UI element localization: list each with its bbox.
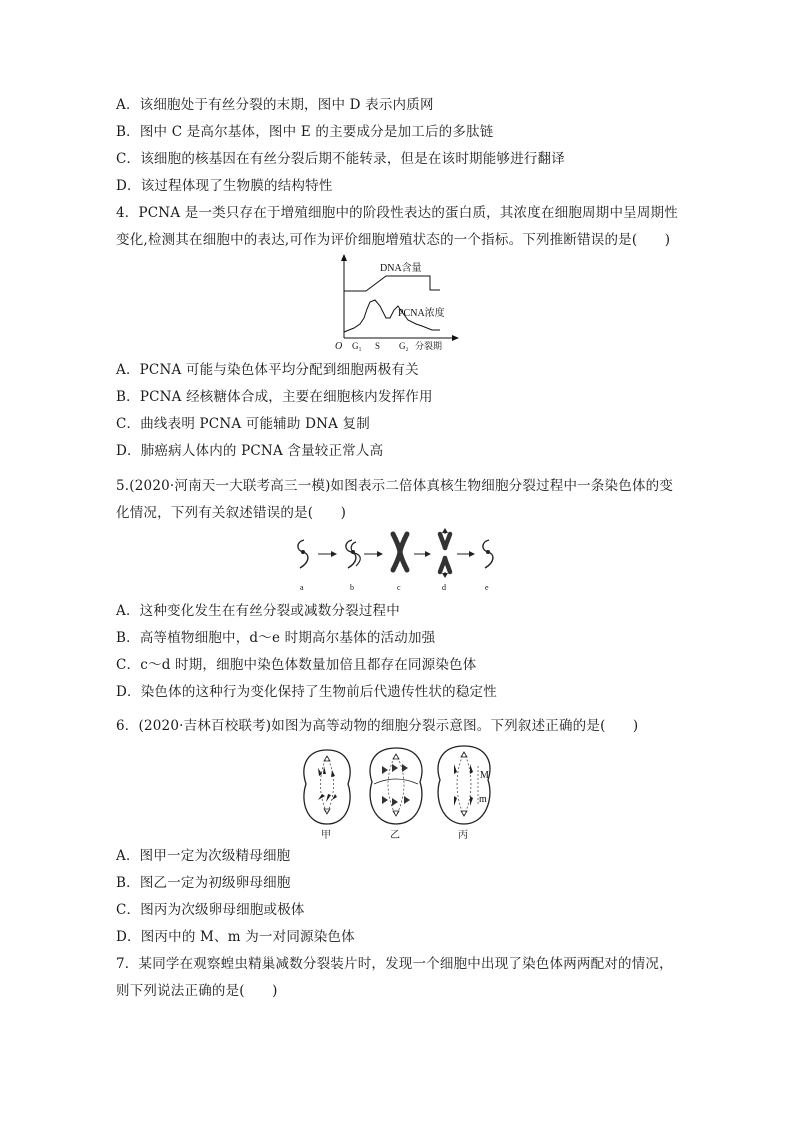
q4-option-d: D．肺癌病人体内的 PCNA 含量较正常人高 — [116, 443, 384, 459]
label-a: a — [300, 583, 304, 592]
q3-option-c: C．该细胞的核基因在有丝分裂后期不能转录，但是在该时期能够进行翻译 — [116, 151, 565, 167]
q6-option-d: D．图丙中的 M、m 为一对同源染色体 — [116, 929, 355, 945]
dna-content-curve — [344, 276, 440, 291]
q5-stem-line2: 化情况，下列有关叙述错误的是( ) — [116, 505, 347, 521]
q3-option-b: B．图中 C 是高尔基体，图中 E 的主要成分是加工后的多肽链 — [116, 124, 494, 140]
q5-option-d: D．染色体的这种行为变化保持了生物前后代遗传性状的稳定性 — [116, 684, 497, 700]
q3-option-a: A．该细胞处于有丝分裂的末期，图中 D 表示内质网 — [116, 97, 434, 113]
q6-option-c: C．图丙为次级卵母细胞或极体 — [116, 902, 305, 918]
q4-option-c: C．曲线表明 PCNA 可能辅助 DNA 复制 — [116, 416, 370, 432]
q5-option-b: B．高等植物细胞中，d～e 时期高尔基体的活动加强 — [116, 630, 436, 646]
label-c: c — [397, 583, 401, 592]
q6-option-a: A．图甲一定为次级精母细胞 — [116, 848, 291, 864]
pcna-concentration-label: PCNA浓度 — [398, 308, 445, 319]
q5-option-c: C．c～d 时期，细胞中染色体数量加倍且都存在同源染色体 — [116, 657, 477, 673]
label-m: m — [479, 794, 487, 805]
q6-stem: 6．(2020·吉林百校联考)如图为高等动物的细胞分裂示意图。下列叙述正确的是( ) — [116, 718, 639, 734]
pcna-figure — [330, 254, 460, 354]
q5-option-a: A．这种变化发生在有丝分裂或减数分裂过程中 — [116, 603, 400, 619]
q6-option-b: B．图乙一定为初级卵母细胞 — [116, 875, 291, 891]
label-b: b — [350, 583, 354, 592]
label-yi: 乙 — [390, 830, 400, 841]
q4-option-b: B．PCNA 经核糖体合成，主要在细胞核内发挥作用 — [116, 389, 433, 405]
q4-stem-line2: 变化,检测其在细胞中的表达,可作为评价细胞增殖状态的一个指标。下列推断错误的是( ) — [116, 232, 671, 248]
q5-stem-line1: 5.(2020·河南天一大联考高三一模)如图表示二倍体真核生物细胞分裂过程中一条染色体的变 — [116, 478, 674, 494]
q3-option-d: D．该过程体现了生物膜的结构特性 — [116, 178, 333, 194]
label-bing: 丙 — [458, 830, 468, 841]
label-M: M — [480, 770, 489, 781]
x-label-mitosis: 分裂期 — [415, 341, 443, 351]
chromosome-figure — [290, 528, 500, 598]
q4-option-a: A．PCNA 可能与染色体平均分配到细胞两极有关 — [116, 362, 419, 378]
label-d: d — [442, 583, 446, 592]
dna-content-label: DNA含量 — [380, 263, 422, 274]
cell-division-figure — [292, 744, 504, 842]
x-label-g2: G₂ — [399, 341, 409, 351]
label-jia: 甲 — [321, 830, 331, 841]
label-e: e — [485, 583, 489, 592]
x-label-g1: G₁ — [352, 341, 362, 351]
origin-label: O — [335, 341, 343, 352]
q7-stem-line1: 7．某同学在观察蝗虫精巢减数分裂装片时，发现一个细胞中出现了染色体两两配对的情况， — [116, 956, 673, 972]
q7-stem-line2: 则下列说法正确的是( ) — [116, 983, 278, 999]
q4-stem-line1: 4．PCNA 是一类只存在于增殖细胞中的阶段性表达的蛋白质，其浓度在细胞周期中呈周期性 — [116, 205, 678, 221]
x-label-s: S — [375, 341, 381, 351]
